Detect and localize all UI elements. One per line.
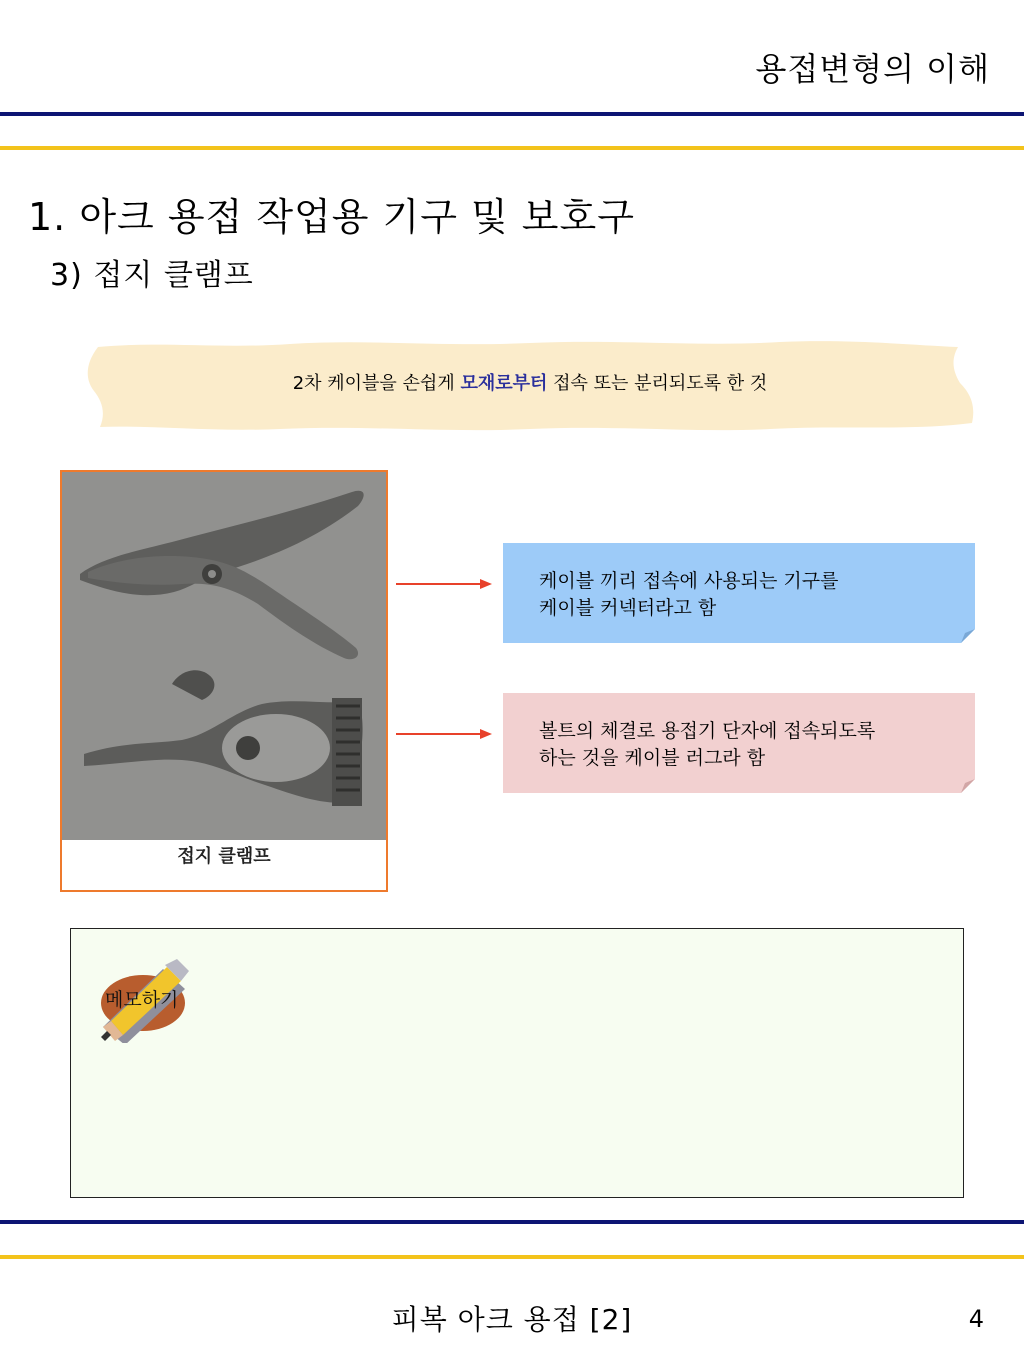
memo-label: 메모하기	[105, 989, 179, 1011]
definition-text-before: 2차 케이블을 손쉽게	[292, 373, 461, 394]
note-2-line-1: 볼트의 체결로 용접기 단자에 접속되도록	[539, 720, 876, 742]
note-1-line-1: 케이블 끼리 접속에 사용되는 기구를	[539, 570, 839, 592]
definition-highlight: 모재로부터	[460, 373, 548, 394]
note-cable-lug	[503, 693, 975, 793]
section-title: 1. 아크 용접 작업용 기구 및 보호구	[28, 195, 635, 239]
page-fold-icon	[961, 629, 975, 643]
clamp-photo-frame	[60, 470, 388, 892]
note-1-line-2: 케이블 커넥터라고 함	[539, 597, 717, 619]
footer-rule-gold	[0, 1255, 1024, 1259]
sub-title: 3) 접지 클램프	[50, 258, 254, 293]
page-number: 4	[968, 1305, 984, 1333]
header-rule-gold	[0, 146, 1024, 150]
header-title: 용접변형의 이해	[755, 50, 990, 88]
definition-banner	[80, 335, 980, 435]
arrow-to-note-2	[396, 728, 492, 740]
photo-caption: 접지 클램프	[177, 846, 271, 867]
note-cable-connector	[503, 543, 975, 643]
page-fold-icon	[961, 779, 975, 793]
memo-box[interactable]	[70, 928, 964, 1198]
footer-rule-navy	[0, 1220, 1024, 1224]
header-rule-navy	[0, 112, 1024, 116]
arrow-to-note-1	[396, 578, 492, 590]
footer-title: 피복 아크 용접 [2]	[391, 1303, 633, 1336]
definition-text-after: 접속 또는 분리되도록 한 것	[547, 373, 768, 394]
definition-text	[80, 335, 980, 435]
note-2-line-2: 하는 것을 케이블 러그라 함	[539, 747, 766, 769]
ground-clamp-photo	[62, 472, 386, 840]
